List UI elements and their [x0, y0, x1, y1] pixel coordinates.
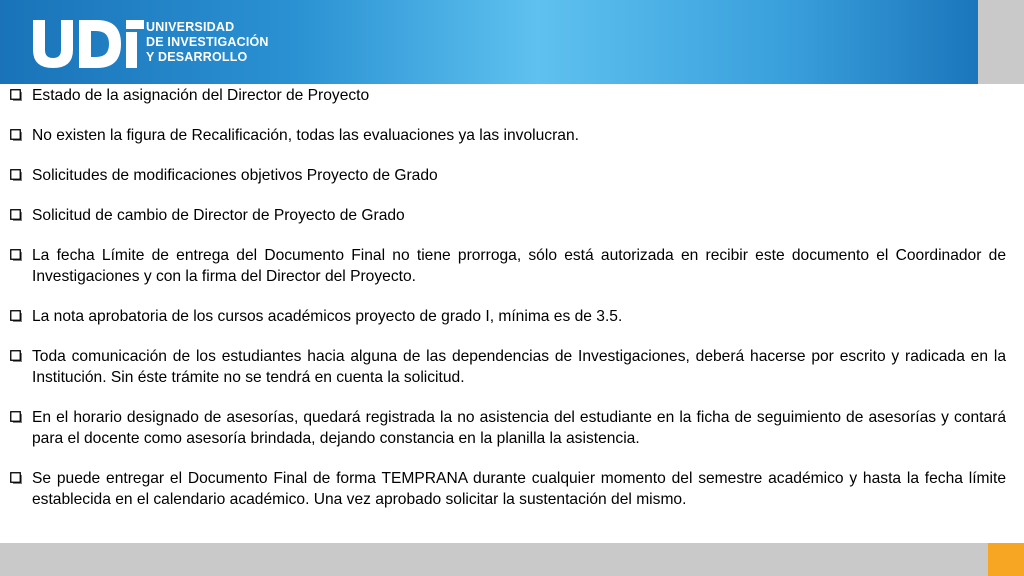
- institution-name: [146, 20, 269, 65]
- list-item: [10, 407, 1006, 449]
- bullet-list: [10, 85, 1006, 529]
- footer-gray-bar: [0, 543, 988, 576]
- list-item: [10, 346, 1006, 388]
- list-item: [10, 306, 1006, 327]
- square-bullet-icon: [10, 205, 32, 226]
- list-item: [10, 245, 1006, 287]
- list-item-text: Estado de la asignación del Director de Proyecto: [32, 87, 370, 104]
- list-item-text: Solicitud de cambio de Director de Proyecto de Grado: [32, 207, 405, 224]
- list-item-text: En el horario designado de asesorías, quedará registrada la no asistencia del estudiante en la ficha de seguimiento de asesorías y contará para el docente como asesoría brindada, dejando constancia en la planilla la asistencia.: [32, 409, 1006, 447]
- udi-logo-icon: [33, 18, 145, 68]
- header-gray-block: [978, 0, 1024, 84]
- institution-line-3: Y DESARROLLO: [146, 50, 248, 64]
- square-bullet-icon: [10, 85, 32, 106]
- institution-line-1: UNIVERSIDAD: [146, 20, 235, 34]
- list-item: [10, 125, 1006, 146]
- square-bullet-icon: [10, 245, 32, 266]
- square-bullet-icon: [10, 346, 32, 367]
- list-item: [10, 165, 1006, 186]
- footer-orange-block: [988, 543, 1024, 576]
- square-bullet-icon: [10, 165, 32, 186]
- square-bullet-icon: [10, 306, 32, 327]
- list-item: [10, 468, 1006, 510]
- logo-text: UDI: [33, 18, 35, 19]
- list-item-text: Se puede entregar el Documento Final de forma TEMPRANA durante cualquier momento del semestre académico y hasta la fecha límite establecida en el calendario académico. Una vez aprobado solicitar la sustentación del mismo.: [32, 470, 1006, 508]
- square-bullet-icon: [10, 125, 32, 146]
- list-item-text: La nota aprobatoria de los cursos académicos proyecto de grado I, mínima es de 3.5.: [32, 308, 623, 325]
- list-item-text: Solicitudes de modificaciones objetivos Proyecto de Grado: [32, 167, 438, 184]
- list-item-text: La fecha Límite de entrega del Documento Final no tiene prorroga, sólo está autorizada en recibir este documento el Coordinador de Investigaciones y con la firma del Director del Proyecto.: [32, 247, 1006, 285]
- list-item-text: Toda comunicación de los estudiantes hacia alguna de las dependencias de Investigaciones, deberá hacerse por escrito y radicada en la Institución. Sin éste trámite no se tendrá en cuenta la solicitud.: [32, 348, 1006, 386]
- square-bullet-icon: [10, 407, 32, 428]
- list-item: [10, 205, 1006, 226]
- square-bullet-icon: [10, 468, 32, 489]
- institution-line-2: DE INVESTIGACIÓN: [146, 35, 269, 49]
- list-item-text: No existen la figura de Recalificación, todas las evaluaciones ya las involucran.: [32, 127, 579, 144]
- list-item: [10, 85, 1006, 106]
